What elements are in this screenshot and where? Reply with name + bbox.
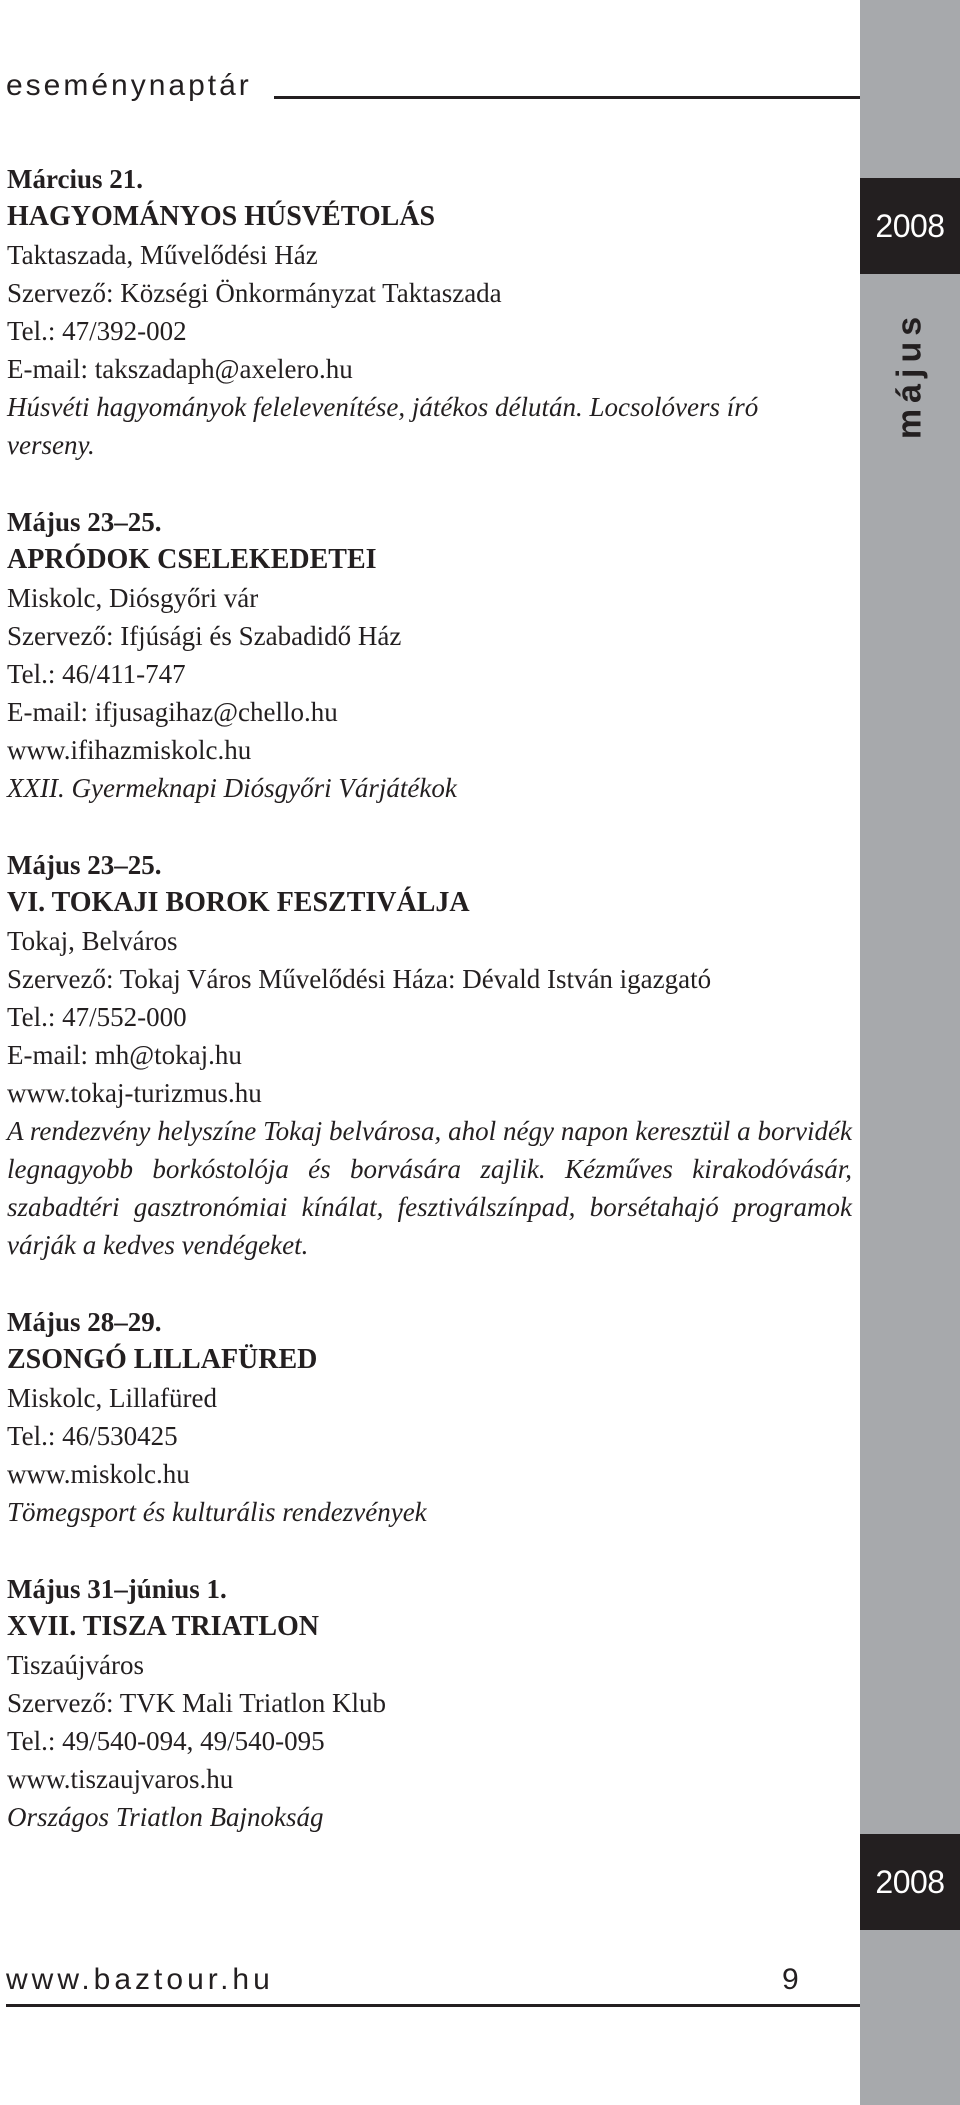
page-number: 9 [782,1963,799,1996]
month-label-text: május [890,310,929,440]
event-website[interactable]: www.tiszaujvaros.hu [7,1764,234,1794]
year-tab-top: 2008 [860,178,960,274]
event-entry [7,1570,852,1836]
event-email[interactable]: E-mail: mh@tokaj.hu [7,1040,242,1070]
event-website[interactable]: www.miskolc.hu [7,1459,190,1489]
event-email[interactable]: E-mail: takszadaph@axelero.hu [7,354,353,384]
event-website[interactable]: www.tokaj-turizmus.hu [7,1078,262,1108]
event-title: HAGYOMÁNYOS HÚSVÉTOLÁS [7,201,436,232]
footer-website-link[interactable]: www.baztour.hu [6,1963,274,1996]
event-phone: Tel.: 49/540-094, 49/540-095 [7,1726,325,1756]
event-date: Május 31–június 1. [7,1574,227,1604]
event-location: Miskolc, Diósgyőri vár [7,583,259,613]
page-footer [6,1960,860,2012]
event-list [7,160,852,1875]
month-label [860,305,960,445]
event-title: APRÓDOK CSELEKEDETEI [7,544,377,575]
event-date: Május 23–25. [7,507,162,537]
event-date: Május 23–25. [7,850,162,880]
event-title: VI. TOKAJI BOROK FESZTIVÁLJA [7,887,470,918]
event-phone: Tel.: 46/411-747 [7,659,186,689]
footer-divider [6,2004,860,2007]
event-phone: Tel.: 47/552-000 [7,1002,187,1032]
event-phone: Tel.: 46/530425 [7,1421,178,1451]
page-header [6,66,860,106]
event-phone: Tel.: 47/392-002 [7,316,187,346]
event-website[interactable]: www.ifihazmiskolc.hu [7,735,252,765]
event-organizer: Szervező: TVK Mali Triatlon Klub [7,1688,386,1718]
event-description: XXII. Gyermeknapi Diósgyőri Várjátékok [7,773,457,803]
event-title: XVII. TISZA TRIATLON [7,1611,320,1642]
event-email[interactable]: E-mail: ifjusagihaz@chello.hu [7,697,338,727]
event-date: Május 28–29. [7,1307,162,1337]
event-organizer: Szervező: Községi Önkormányzat Taktaszada [7,278,502,308]
side-tab-bar [860,0,960,2105]
event-location: Tiszaújváros [7,1650,145,1680]
event-entry [7,1303,852,1531]
event-entry [7,846,852,1264]
event-location: Miskolc, Lillafüred [7,1383,217,1413]
event-organizer: Szervező: Ifjúsági és Szabadidő Ház [7,621,402,651]
event-description: Országos Triatlon Bajnokság [7,1802,324,1832]
event-description: Húsvéti hagyományok felelevenítése, játékos délután. Locsolóvers író verseny. [7,392,759,460]
event-description: Tömegsport és kulturális rendezvények [7,1497,427,1527]
page-title: eseménynaptár [6,69,252,102]
event-date: Március 21. [7,164,143,194]
event-entry [7,160,852,464]
event-location: Tokaj, Belváros [7,926,178,956]
header-divider [274,96,860,99]
year-tab-bottom: 2008 [860,1834,960,1930]
event-entry [7,503,852,807]
event-title: ZSONGÓ LILLAFÜRED [7,1344,318,1375]
event-organizer: Szervező: Tokaj Város Művelődési Háza: Dévald István igazgató [7,964,712,994]
event-location: Taktaszada, Művelődési Ház [7,240,318,270]
event-description: A rendezvény helyszíne Tokaj belvárosa, ahol négy napon keresztül a borvidék legnagyobb borkóstolója és borvására zajlik. Kézműves kirakodóvásár, szabadtéri gasztronómiai kínálat, fesztiválszínpad, borsétahajó programok várják a kedves vendégeket. [7,1116,852,1260]
